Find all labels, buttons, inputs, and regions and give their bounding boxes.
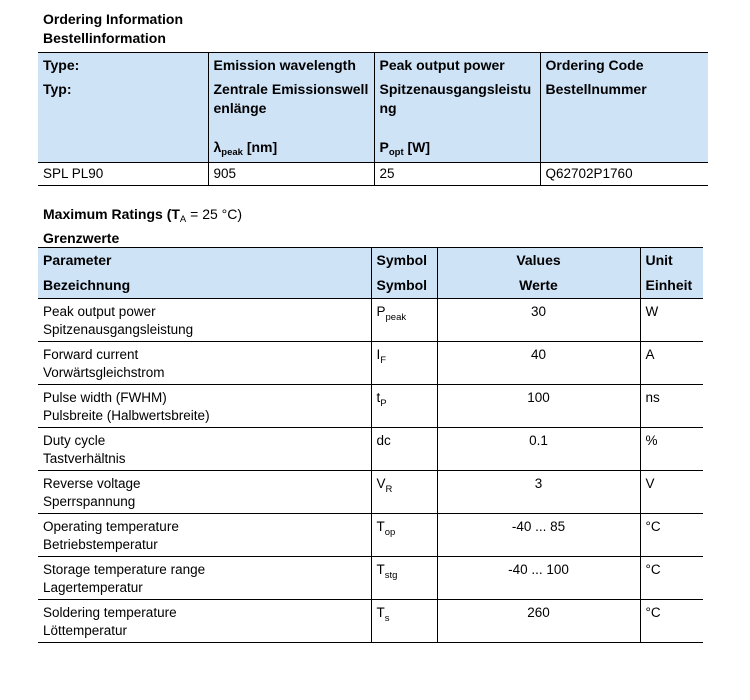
table-row	[38, 600, 703, 643]
header-unit-de: Einheit	[640, 273, 703, 299]
parameter-cell	[38, 471, 371, 514]
parameter-en: Pulse width (FWHM)	[43, 390, 167, 405]
header-parameter-de: Bezeichnung	[38, 273, 371, 299]
header-code-en: Ordering Code	[540, 53, 708, 79]
table-row	[38, 163, 708, 186]
unit-cell: %	[640, 428, 703, 471]
parameter-cell	[38, 428, 371, 471]
value-cell: 40	[437, 342, 640, 385]
parameter-cell	[38, 557, 371, 600]
ordering-title-en: Ordering Information	[43, 11, 183, 27]
symbol-main: t	[376, 390, 381, 405]
ratings-header-row-de	[38, 273, 703, 299]
wavelength-unit: $\lambda_{peak}$ [nm]	[208, 138, 374, 163]
type-value: SPL PL90	[38, 163, 208, 186]
header-wavelength-en: Emission wavelength	[208, 53, 374, 79]
parameter-cell	[38, 385, 371, 428]
symbol-main: T	[376, 562, 385, 577]
symbol-main: T	[376, 605, 385, 620]
ordering-header-row-units	[38, 138, 708, 163]
table-row	[38, 428, 703, 471]
parameter-cell	[38, 600, 371, 643]
header-values-en: Values	[437, 248, 640, 274]
power-unit: $P_{opt}$ [W]	[374, 138, 540, 163]
parameter-en: Operating temperature	[43, 519, 179, 534]
symbol-sub: R	[385, 484, 393, 495]
ordering-header-row-de	[38, 78, 708, 138]
header-code-de: Bestellnummer	[540, 78, 708, 138]
header-type-de: Typ:	[38, 78, 208, 138]
parameter-en: Soldering temperature	[43, 605, 177, 620]
table-row	[38, 514, 703, 557]
parameter-cell	[38, 514, 371, 557]
value-cell: 0.1	[437, 428, 640, 471]
header-type-en: Type:	[38, 53, 208, 79]
symbol-cell	[371, 428, 437, 471]
symbol-cell	[371, 385, 437, 428]
unit-cell: °C	[640, 600, 703, 643]
symbol-main: dc	[376, 433, 391, 448]
header-symbol-de: Symbol	[371, 273, 437, 299]
power-value: 25	[374, 163, 540, 186]
symbol-main: P	[376, 304, 386, 319]
unit-cell: ns	[640, 385, 703, 428]
ratings-title-de: Grenzwerte	[43, 230, 120, 246]
ordering-header-row-en	[38, 53, 708, 79]
ratings-title-en: Maximum Ratings ($T_A = 25$ °C)	[43, 206, 243, 225]
value-cell: 260	[437, 600, 640, 643]
unit-cell: °C	[640, 557, 703, 600]
symbol-cell	[371, 342, 437, 385]
header-wavelength-de: Zentrale Emissionswellenlänge	[208, 78, 374, 138]
symbol-sub: s	[384, 613, 390, 624]
parameter-en: Peak output power	[43, 304, 156, 319]
ratings-header-row-en	[38, 248, 703, 274]
parameter-de: Betriebstemperatur	[43, 537, 158, 552]
value-cell: -40 ... 100	[437, 557, 640, 600]
parameter-de: Löttemperatur	[43, 623, 128, 638]
unit-cell: W	[640, 299, 703, 342]
symbol-sub: F	[380, 355, 387, 366]
parameter-de: Lagertemperatur	[43, 580, 143, 595]
parameter-de: Spitzenausgangsleistung	[43, 322, 194, 337]
table-row	[38, 385, 703, 428]
parameter-cell	[38, 342, 371, 385]
ratings-table	[38, 247, 703, 643]
parameter-de: Sperrspannung	[43, 494, 136, 509]
symbol-sub: stg	[384, 570, 398, 581]
symbol-sub: P	[380, 398, 387, 409]
header-power-en: Peak output power	[374, 53, 540, 79]
table-row	[38, 471, 703, 514]
parameter-en: Duty cycle	[43, 433, 106, 448]
symbol-cell	[371, 557, 437, 600]
table-row	[38, 299, 703, 342]
value-cell: 30	[437, 299, 640, 342]
header-unit-en: Unit	[640, 248, 703, 274]
parameter-en: Reverse voltage	[43, 476, 141, 491]
value-cell: -40 ... 85	[437, 514, 640, 557]
parameter-en: Forward current	[43, 347, 139, 362]
parameter-de: Pulsbreite (Halbwertsbreite)	[43, 408, 210, 423]
table-row	[38, 342, 703, 385]
value-cell: 100	[437, 385, 640, 428]
header-power-de: Spitzenausgangsleistung	[374, 78, 540, 138]
code-value: Q62702P1760	[540, 163, 708, 186]
symbol-main: I	[376, 347, 381, 362]
table-row	[38, 557, 703, 600]
symbol-cell	[371, 600, 437, 643]
unit-cell: V	[640, 471, 703, 514]
header-symbol-en: Symbol	[371, 248, 437, 274]
ordering-table	[38, 52, 708, 186]
parameter-de: Tastverhältnis	[43, 451, 126, 466]
value-cell: 3	[437, 471, 640, 514]
symbol-sub: peak	[385, 312, 407, 323]
symbol-main: V	[376, 476, 386, 491]
ordering-title-de: Bestellinformation	[43, 30, 166, 46]
unit-cell: °C	[640, 514, 703, 557]
symbol-cell	[371, 514, 437, 557]
symbol-main: T	[376, 519, 385, 534]
parameter-en: Storage temperature range	[43, 562, 206, 577]
symbol-cell	[371, 299, 437, 342]
symbol-cell	[371, 471, 437, 514]
header-values-de: Werte	[437, 273, 640, 299]
header-parameter-en: Parameter	[38, 248, 371, 274]
wavelength-value: 905	[208, 163, 374, 186]
parameter-de: Vorwärtsgleichstrom	[43, 365, 165, 380]
unit-cell: A	[640, 342, 703, 385]
symbol-sub: op	[384, 527, 396, 538]
parameter-cell	[38, 299, 371, 342]
